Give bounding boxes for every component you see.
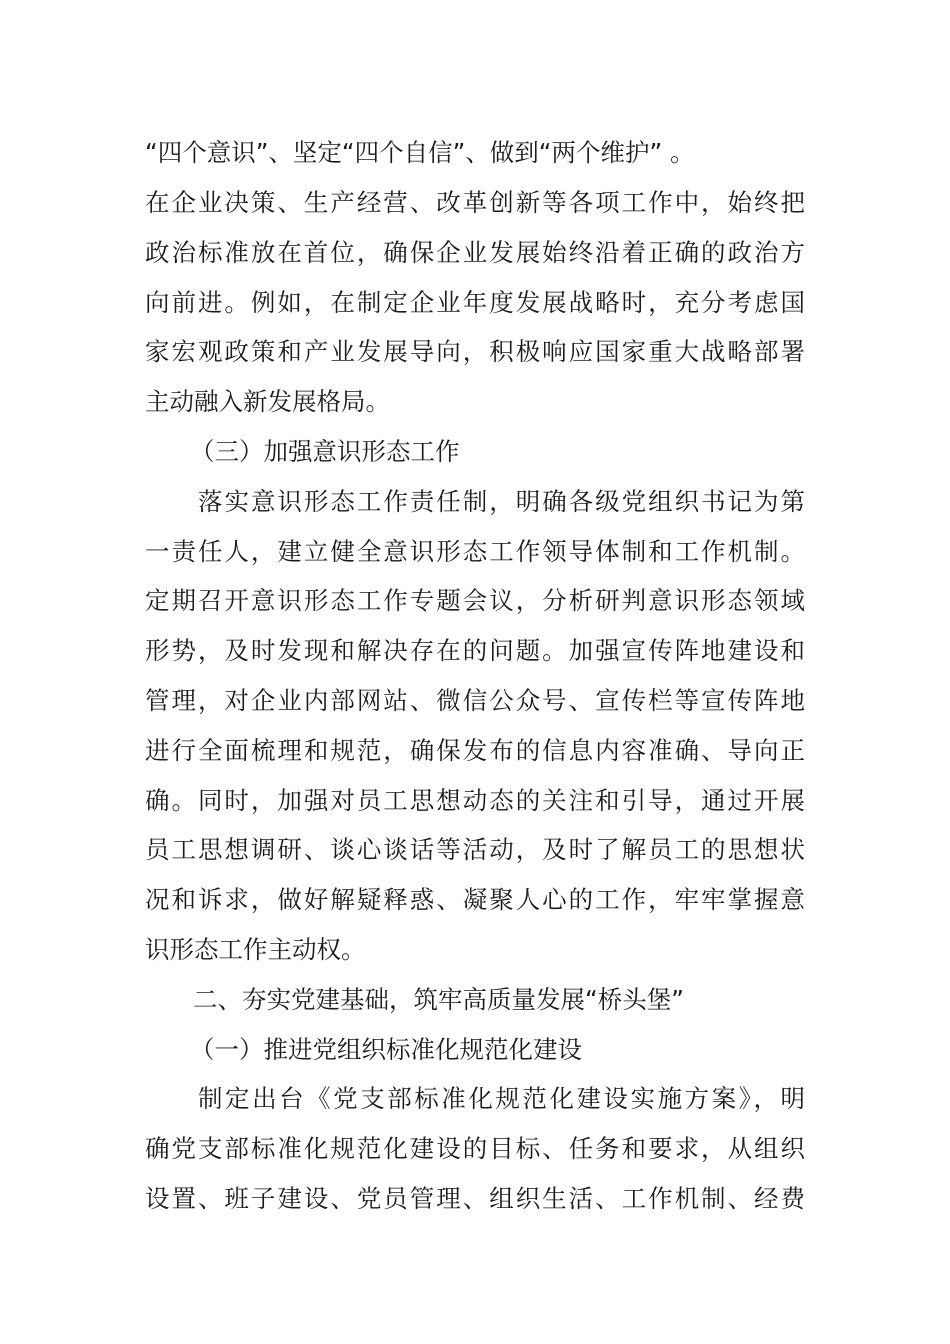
text-line: 在企业决策、生产经营、改革创新等各项工作中，始终把 <box>145 188 805 217</box>
text-line: 确党支部标准化规范化建设的目标、任务和要求，从组织 <box>145 1134 805 1163</box>
text-line: 识形态工作主动权。 <box>145 935 366 964</box>
text-line: 员工思想调研、谈心谈话等活动，及时了解员工的思想状 <box>145 835 805 864</box>
text-line: 况和诉求，做好解疑释惑、凝聚人心的工作，牢牢掌握意 <box>145 885 805 914</box>
text-line: 进行全面梳理和规范，确保发布的信息内容准确、导向正 <box>145 736 805 765</box>
text-line: 一责任人，建立健全意识形态工作领导体制和工作机制。 <box>145 537 805 566</box>
text-line: 制定出台《党支部标准化规范化建设实施方案》，明 <box>198 1084 805 1113</box>
section-heading: （一）推进党组织标准化规范化建设 <box>190 1035 582 1064</box>
text-line: 确。同时，加强对员工思想动态的关注和引导，通过开展 <box>145 786 805 815</box>
text-line: 设置、班子建设、党员管理、组织生活、工作机制、经费 <box>145 1184 805 1213</box>
section-heading: （三）加强意识形态工作 <box>190 437 460 466</box>
text-line: 管理，对企业内部网站、微信公众号、宣传栏等宣传阵地 <box>145 686 805 715</box>
text-line: “四个意识”、坚定“四个自信”、做到“两个维护” 。 <box>145 138 695 167</box>
text-line: 落实意识形态工作责任制，明确各级党组织书记为第 <box>198 487 805 516</box>
text-line: 形势，及时发现和解决存在的问题。加强宣传阵地建设和 <box>145 636 805 665</box>
text-line: 向前进。例如，在制定企业年度发展战略时，充分考虑国 <box>145 288 805 317</box>
text-line: 家宏观政策和产业发展导向，积极响应国家重大战略部署 <box>145 337 805 366</box>
text-line: 主动融入新发展格局。 <box>145 387 390 416</box>
chapter-heading: 二、夯实党建基础，筑牢高质量发展“桥头堡” <box>193 985 684 1014</box>
text-line: 定期召开意识形态工作专题会议，分析研判意识形态领域 <box>145 586 805 615</box>
text-line: 政治标准放在首位，确保企业发展始终沿着正确的政治方 <box>145 238 805 267</box>
